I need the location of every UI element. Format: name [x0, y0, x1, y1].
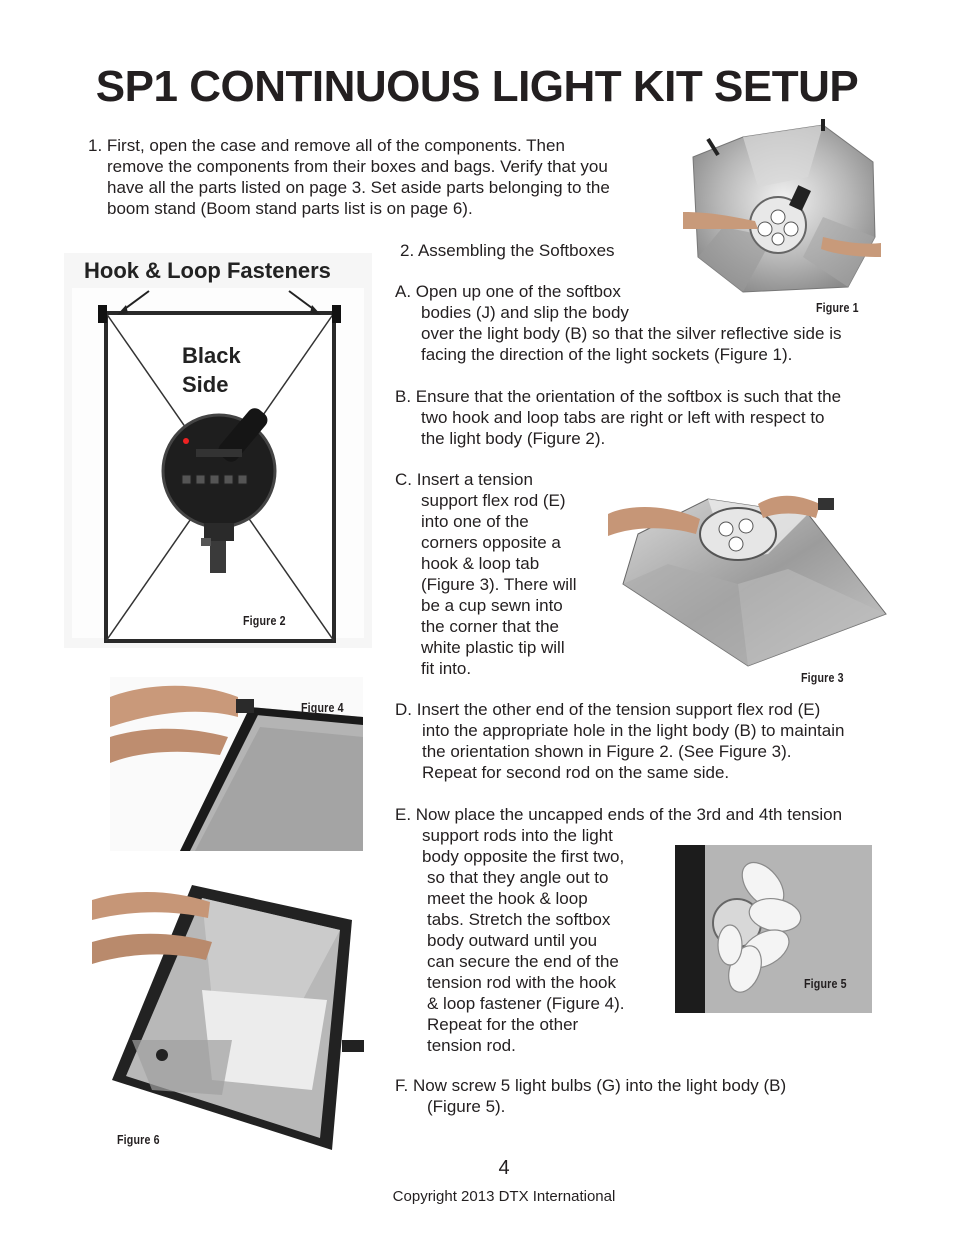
step-c-line: hook & loop tab — [421, 554, 540, 573]
step-e-line: body opposite the first two, — [422, 847, 625, 866]
step-1-line: boom stand (Boom stand parts list is on page 6). — [107, 199, 473, 218]
figure-6-photo — [92, 880, 382, 1155]
fig2-heading: Hook & Loop Fasteners — [84, 258, 331, 283]
step-c-line: the corner that the — [421, 617, 559, 636]
step-e-line: & loop fastener (Figure 4). — [427, 994, 625, 1013]
step-1-line: 1. First, open the case and remove all of the components. Then — [88, 136, 565, 155]
step-e-line: body outward until you — [427, 931, 598, 950]
step-b-line: the light body (Figure 2). — [421, 429, 606, 448]
step-e-line: meet the hook & loop — [427, 889, 588, 908]
step-d-line: the orientation shown in Figure 2. (See Figure 3). — [422, 742, 792, 761]
step-f-line: (Figure 5). — [427, 1097, 506, 1116]
step-b-line: B. Ensure that the orientation of the softbox is such that the — [395, 387, 842, 406]
step-e-line: Repeat for the other — [427, 1015, 579, 1034]
step-e-line: support rods into the light — [422, 826, 613, 845]
page-title: SP1 CONTINUOUS LIGHT KIT SETUP — [95, 62, 859, 111]
step-e-line: tension rod with the hook — [427, 973, 617, 992]
copyright: Copyright 2013 DTX International — [392, 1188, 616, 1205]
step-e-line: tension rod. — [427, 1036, 516, 1055]
step-e-line: can secure the end of the — [427, 952, 619, 971]
step-c-line: white plastic tip will — [421, 638, 565, 657]
figure-3-label: Figure 3 — [801, 670, 844, 685]
page-number: 4 — [498, 1157, 510, 1179]
step-e-line: tabs. Stretch the softbox — [427, 910, 611, 929]
step-1-line: have all the parts listed on page 3. Set aside parts belonging to the — [107, 178, 610, 197]
step-c-line: fit into. — [421, 659, 472, 678]
step-b-line: two hook and loop tabs are right or left with respect to — [421, 408, 825, 427]
figure-2-diagram — [64, 253, 372, 648]
step-a-line: A. Open up one of the softbox — [395, 282, 621, 301]
step-e-line: E. Now place the uncapped ends of the 3rd and 4th tension — [395, 805, 843, 824]
step-c-line: into one of the — [421, 512, 529, 531]
step-c-line: corners opposite a — [421, 533, 561, 552]
figure-1-photo — [683, 117, 881, 295]
step-d-line: Repeat for second rod on the same side. — [422, 763, 730, 782]
step-f-line: F. Now screw 5 light bulbs (G) into the light body (B) — [395, 1076, 787, 1095]
step-a-line: facing the direction of the light sockets (Figure 1). — [421, 345, 793, 364]
step-d-line: into the appropriate hole in the light body (B) to maintain — [422, 721, 845, 740]
step-a-line: over the light body (B) so that the silver reflective side is — [421, 324, 842, 343]
step-c-line: C. Insert a tension — [395, 470, 533, 489]
figure-2-label: Figure 2 — [243, 613, 286, 628]
figure-3-photo — [608, 474, 888, 668]
step-c-line: (Figure 3). There will — [421, 575, 577, 594]
step-e-line: so that they angle out to — [427, 868, 609, 887]
fig2-black-label: Black — [182, 343, 241, 368]
figure-6-label: Figure 6 — [117, 1132, 160, 1147]
figure-1-label: Figure 1 — [816, 300, 859, 315]
step-1-line: remove the components from their boxes and bags. Verify that you — [107, 157, 608, 176]
figure-5-label: Figure 5 — [804, 976, 847, 991]
figure-4-label: Figure 4 — [301, 700, 344, 715]
step-c-line: be a cup sewn into — [421, 596, 563, 615]
fig2-side-label: Side — [182, 372, 229, 397]
step-a-line: bodies (J) and slip the body — [421, 303, 629, 322]
step-c-line: support flex rod (E) — [421, 491, 566, 510]
step-d-line: D. Insert the other end of the tension support flex rod (E) — [395, 700, 821, 719]
step-2-heading: 2. Assembling the Softboxes — [400, 241, 615, 260]
